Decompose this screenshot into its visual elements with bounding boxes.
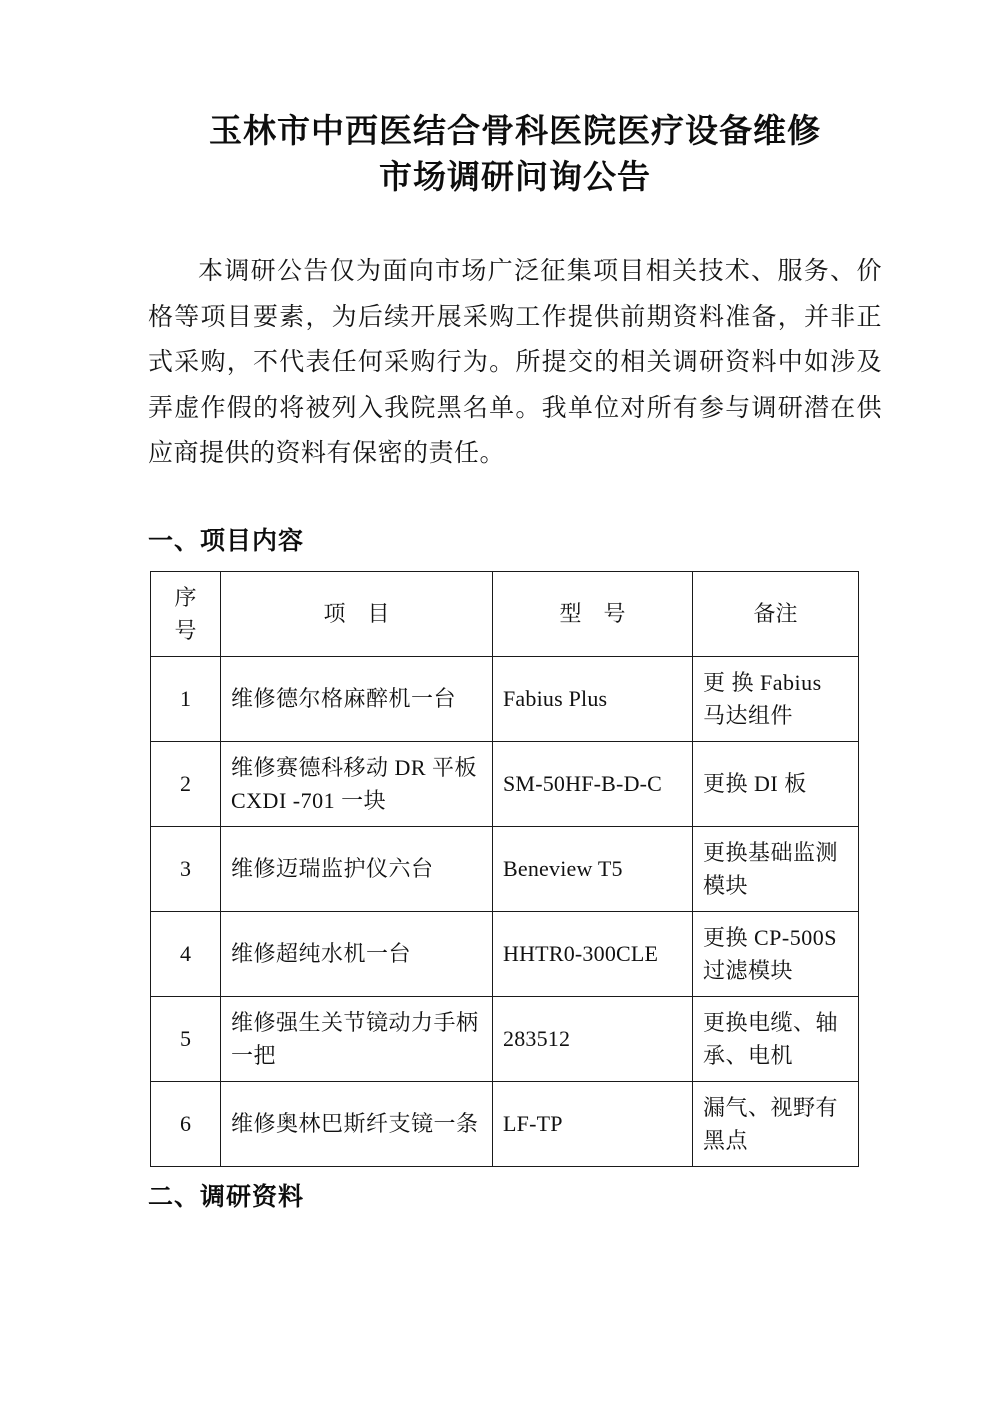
table-row — [151, 656, 859, 741]
project-content-table — [150, 571, 859, 1167]
cell-item: 维修奥林巴斯纤支镜一条 — [221, 1081, 493, 1166]
cell-no: 6 — [151, 1081, 221, 1166]
column-header-no — [151, 571, 221, 656]
cell-no: 3 — [151, 826, 221, 911]
cell-no: 2 — [151, 741, 221, 826]
cell-item: 维修迈瑞监护仪六台 — [221, 826, 493, 911]
column-header-note: 备注 — [693, 571, 859, 656]
page-title-line-2: 市场调研问询公告 — [379, 159, 651, 196]
cell-model: LF-TP — [493, 1081, 693, 1166]
table-header-row — [151, 571, 859, 656]
cell-item: 维修强生关节镜动力手柄一把 — [221, 996, 493, 1081]
cell-note: 漏气、视野有黑点 — [693, 1081, 859, 1166]
intro-paragraph: 本调研公告仅为面向市场广泛征集项目相关技术、服务、价格等项目要素，为后续开展采购工作提供前期资料准备，并非正式采购，不代表任何采购行为。所提交的相关调研资料中如涉及弄虚作假的将被列入我院黑名单。我单位对所有参与调研潜在供应商提供的资料有保密的责任。 — [148, 258, 882, 468]
cell-model: SM-50HF-B-D-C — [493, 741, 693, 826]
column-header-model: 型 号 — [493, 571, 693, 656]
section-heading-research-materials: 二、调研资料 — [148, 1183, 305, 1211]
cell-no: 4 — [151, 911, 221, 996]
column-header-item: 项 目 — [221, 571, 493, 656]
column-header-no-line1: 序 — [174, 584, 197, 610]
cell-model: Beneview T5 — [493, 826, 693, 911]
cell-item: 维修德尔格麻醉机一台 — [221, 656, 493, 741]
page-title — [148, 96, 882, 201]
table-row — [151, 1081, 859, 1166]
cell-note: 更换 CP-500S 过滤模块 — [693, 911, 859, 996]
column-header-no-line2: 号 — [174, 617, 197, 643]
table-row — [151, 911, 859, 996]
cell-note: 更换电缆、轴承、电机 — [693, 996, 859, 1081]
table-row — [151, 826, 859, 911]
cell-item: 维修超纯水机一台 — [221, 911, 493, 996]
table-row — [151, 741, 859, 826]
cell-no: 1 — [151, 656, 221, 741]
cell-note: 更 换 Fabius 马达组件 — [693, 656, 859, 741]
cell-note: 更换 DI 板 — [693, 741, 859, 826]
cell-model: HHTR0-300CLE — [493, 911, 693, 996]
cell-no: 5 — [151, 996, 221, 1081]
table-row — [151, 996, 859, 1081]
cell-item: 维修赛德科移动 DR 平板 CXDI -701 一块 — [221, 741, 493, 826]
cell-model: Fabius Plus — [493, 656, 693, 741]
cell-note: 更换基础监测模块 — [693, 826, 859, 911]
page-title-line-1: 玉林市中西医结合骨科医院医疗设备维修 — [209, 114, 821, 150]
cell-model: 283512 — [493, 996, 693, 1081]
section-heading-project-content: 一、项目内容 — [148, 527, 305, 555]
